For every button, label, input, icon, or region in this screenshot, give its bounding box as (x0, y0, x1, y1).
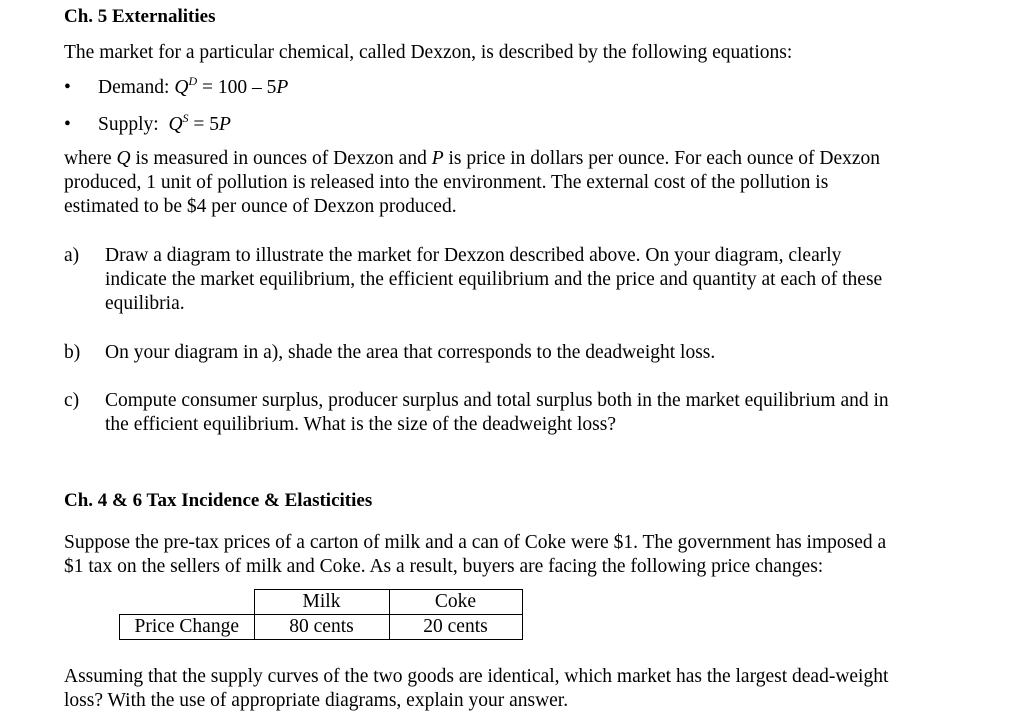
supply-var: P (219, 114, 231, 135)
supply-equation (98, 111, 231, 136)
question-a-line-3: equilibria. (105, 293, 185, 314)
demand-lhs: Q (174, 77, 189, 98)
section-heading-externalities: Ch. 5 Externalities (64, 6, 216, 27)
where-line-2: produced, 1 unit of pollution is released into the environment. The external cost of the pollution is (64, 172, 829, 193)
where-line-1 (64, 148, 880, 170)
demand-label: Demand: (98, 77, 170, 98)
question-c-line-1: Compute consumer surplus, producer surplus and total surplus both in the market equilibrium and in (105, 390, 889, 411)
supply-label: Supply: (98, 114, 159, 135)
question-c-label: c) (64, 390, 80, 411)
table-header-milk: Milk (254, 590, 389, 615)
supply-sup: S (182, 111, 189, 125)
table-row (120, 615, 523, 640)
where-pre: where (64, 148, 117, 169)
table-row-label: Price Change (120, 615, 255, 640)
demand-equation (98, 74, 289, 99)
intro-text: The market for a particular chemical, called Dexzon, is described by the following equations: (64, 42, 793, 63)
question-b-label: b) (64, 342, 81, 363)
table-cell-coke: 20 cents (389, 615, 522, 640)
table-header-coke: Coke (389, 590, 522, 615)
question-c-line-2: the efficient equilibrium. What is the size of the deadweight loss? (105, 414, 617, 435)
tax-intro-line-2: $1 tax on the sellers of milk and Coke. As a result, buyers are facing the following price changes: (64, 556, 824, 577)
question-a-line-1: Draw a diagram to illustrate the market for Dexzon described above. On your diagram, clearly (105, 245, 842, 266)
tax-intro-line-1: Suppose the pre-tax prices of a carton of milk and a can of Coke were $1. The government has imposed a (64, 532, 887, 553)
demand-sup: D (188, 74, 198, 88)
where-mid: is measured in ounces of Dexzon and (130, 148, 432, 169)
question-b-line-1: On your diagram in a), shade the area that corresponds to the deadweight loss. (105, 342, 716, 363)
closing-line-2: loss? With the use of appropriate diagrams, explain your answer. (64, 690, 569, 711)
where-post: is price in dollars per ounce. For each ounce of Dexzon (443, 148, 881, 169)
section-heading-tax-incidence: Ch. 4 & 6 Tax Incidence & Elasticities (64, 490, 373, 511)
table-header-row (120, 590, 523, 615)
demand-rhs: = 100 – 5 (197, 77, 277, 98)
question-a-label: a) (64, 245, 80, 266)
supply-rhs: = 5 (188, 114, 220, 135)
question-a-line-2: indicate the market equilibrium, the efficient equilibrium and the price and quantity at each of these (105, 269, 883, 290)
bullet-marker: • (64, 114, 71, 135)
price-change-table (119, 589, 523, 640)
where-line-3: estimated to be $4 per ounce of Dexzon produced. (64, 196, 457, 217)
where-q: Q (116, 148, 131, 169)
supply-lhs: Q (168, 114, 183, 135)
where-p: P (431, 148, 444, 169)
table-header-empty (120, 590, 255, 615)
bullet-marker: • (64, 77, 71, 98)
demand-var: P (276, 77, 289, 98)
table-cell-milk: 80 cents (254, 615, 389, 640)
closing-line-1: Assuming that the supply curves of the two goods are identical, which market has the largest dead-weight (64, 666, 889, 687)
